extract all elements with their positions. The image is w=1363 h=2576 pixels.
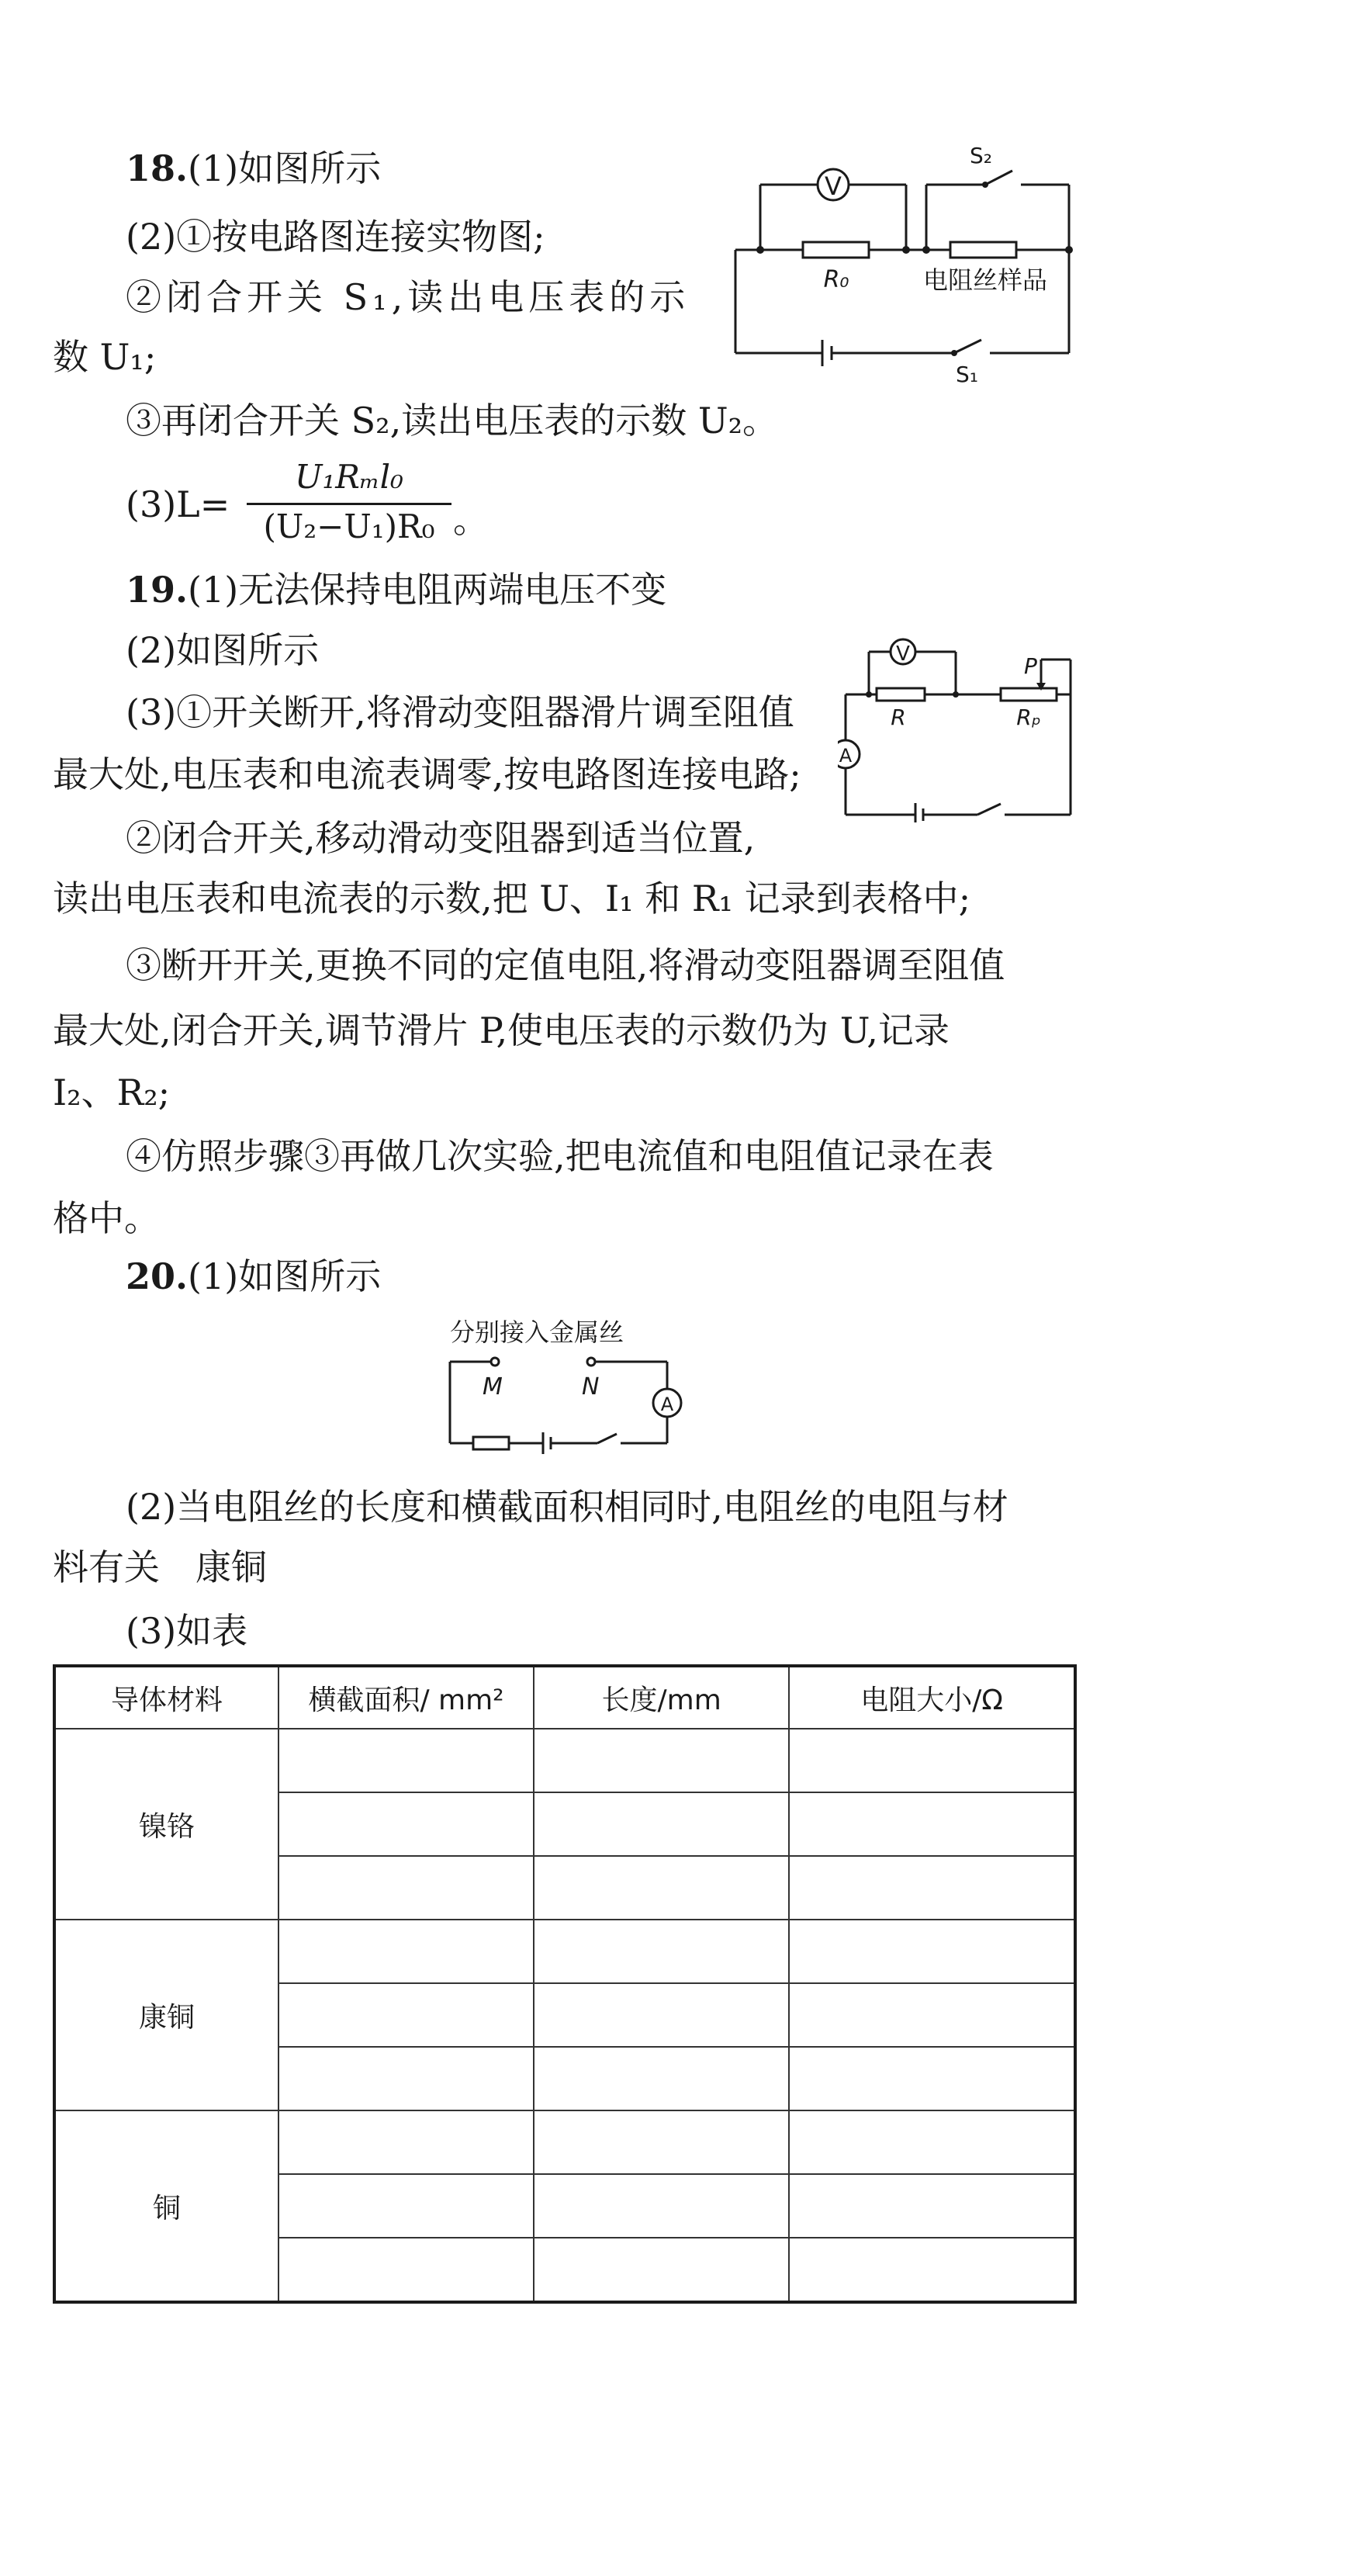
table-cell: [789, 1856, 1075, 1920]
q19-part1: (1)无法保持电阻两端电压不变: [188, 569, 667, 611]
q18-formula-prefix: (3)L=: [126, 483, 230, 525]
voltmeter-symbol: V: [896, 642, 910, 666]
q18-part1: (1)如图所示: [188, 147, 382, 189]
table-row: [54, 2110, 1075, 2174]
q20-line4: (3)如表: [126, 1610, 248, 1652]
q19-line2: (2)如图所示: [126, 629, 320, 671]
material-cell: 铜: [54, 2110, 278, 2302]
q19-line7: ③断开开关,更换不同的定值电阻,将滑动变阻器调至阻值: [126, 944, 1005, 986]
s2-label: S₂: [970, 143, 992, 168]
header-area: 横截面积/ mm²: [278, 1666, 534, 1729]
s1-label: S₁: [956, 362, 978, 387]
q19-line3: (3)①开关断开,将滑动变阻器滑片调至阻值: [126, 691, 794, 733]
table-cell: [534, 1856, 789, 1920]
table-cell: [278, 2110, 534, 2174]
table-cell: [278, 1856, 534, 1920]
table-cell: [534, 2174, 789, 2238]
m-label: M: [483, 1373, 503, 1401]
material-cell: 康铜: [54, 1920, 278, 2110]
header-length: 长度/mm: [534, 1666, 789, 1729]
table-header-row: [54, 1666, 1075, 1729]
q19-line6: 读出电压表和电流表的示数,把 U、I₁ 和 R₁ 记录到表格中;: [53, 878, 971, 919]
resistance-data-table: [53, 1664, 1077, 2304]
q18-line3: ②闭合开关 S₁,读出电压表的示: [126, 276, 690, 318]
table-cell: [278, 1920, 534, 1983]
n-label: N: [582, 1373, 600, 1401]
q19-line5: ②闭合开关,移动滑动变阻器到适当位置,: [126, 817, 756, 859]
q18-number: 18.: [126, 147, 189, 189]
voltmeter-symbol: V: [825, 171, 842, 201]
q19-line9: I₂、R₂;: [53, 1072, 171, 1113]
sample-label: 电阻丝样品: [922, 265, 1048, 295]
table-cell: [789, 1792, 1075, 1856]
table-cell: [534, 1729, 789, 1792]
q20-number: 20.: [126, 1255, 189, 1297]
q19-number: 19.: [126, 569, 189, 611]
q18-formula: [247, 458, 451, 559]
material-cell: 镍铬: [54, 1729, 278, 1920]
table-cell: [534, 2238, 789, 2302]
table-row: [54, 1729, 1075, 1792]
table-cell: [789, 1983, 1075, 2047]
q20-circuit-diagram: [442, 1311, 690, 1459]
table-cell: [534, 1983, 789, 2047]
q19-line11: 格中。: [53, 1197, 160, 1239]
q19-circuit-diagram: [838, 628, 1094, 822]
q19-line8: 最大处,闭合开关,调节滑片 P,使电压表的示数仍为 U,记录: [53, 1009, 950, 1051]
table-cell: [534, 2047, 789, 2110]
r0-label: R₀: [823, 266, 849, 293]
ammeter-symbol: A: [660, 1394, 674, 1415]
table-cell: [789, 1920, 1075, 1983]
formula-denominator: (U₂−U₁)R₀: [263, 507, 435, 545]
q18-line5: ③再闭合开关 S₂,读出电压表的示数 U₂。: [126, 400, 779, 441]
table-cell: [278, 2174, 534, 2238]
r-label: R: [891, 705, 906, 730]
q20-line3: 料有关 康铜: [53, 1546, 267, 1588]
table-cell: [789, 2110, 1075, 2174]
q20-line1: [126, 1253, 381, 1300]
table-row: [54, 1920, 1075, 1983]
header-resistance: 电阻大小/Ω: [789, 1666, 1075, 1729]
header-material: 导体材料: [54, 1666, 278, 1729]
ammeter-symbol: A: [839, 745, 853, 767]
table-cell: [534, 1792, 789, 1856]
q20-caption: 分别接入金属丝: [450, 1317, 624, 1347]
rp-label: Rₚ: [1016, 705, 1041, 730]
table-cell: [278, 1983, 534, 2047]
table-cell: [789, 2174, 1075, 2238]
q18-line4: 数 U₁;: [53, 336, 157, 378]
fraction-bar: [247, 503, 451, 505]
table-cell: [534, 2110, 789, 2174]
table-cell: [789, 1729, 1075, 1792]
table-cell: [789, 2238, 1075, 2302]
q18-line1: [126, 145, 381, 192]
q19-line4: 最大处,电压表和电流表调零,按电路图连接电路;: [53, 753, 801, 795]
table-cell: [789, 2047, 1075, 2110]
q20-part1: (1)如图所示: [188, 1255, 382, 1297]
table-cell: [278, 1792, 534, 1856]
q18-circuit-diagram: [729, 140, 1086, 388]
table-cell: [278, 2238, 534, 2302]
table-cell: [534, 1920, 789, 1983]
p-label: P: [1024, 653, 1037, 679]
q18-formula-end: 。: [453, 499, 489, 541]
table-cell: [278, 2047, 534, 2110]
table-cell: [278, 1729, 534, 1792]
q20-line2: (2)当电阻丝的长度和横截面积相同时,电阻丝的电阻与材: [126, 1486, 1008, 1528]
q18-line2: (2)①按电路图连接实物图;: [126, 216, 545, 258]
formula-numerator: U₁Rₘl₀: [295, 458, 403, 496]
q19-line10: ④仿照步骤③再做几次实验,把电流值和电阻值记录在表: [126, 1135, 994, 1177]
q19-line1: [126, 566, 666, 613]
